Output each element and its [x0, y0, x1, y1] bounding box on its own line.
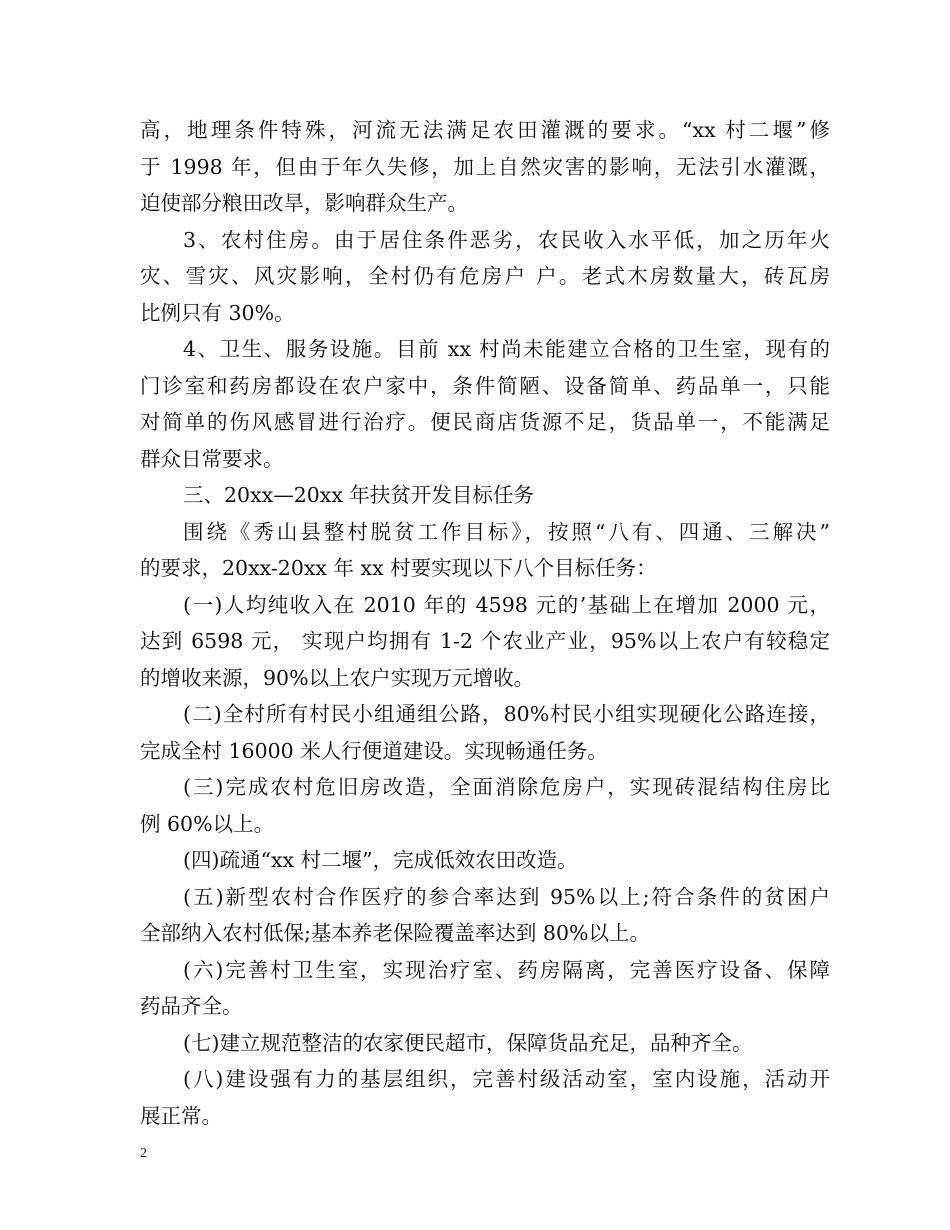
- text-line: 完成全村 16000 米人行便道建设。实现畅通任务。: [140, 738, 608, 763]
- text-line: (二)全村所有村民小组通组公路，80%村民小组实现硬化公路连接，: [183, 702, 830, 726]
- text-line: 3、农村住房。由于居住条件恶劣，农民收入水平低，加之历年火: [183, 227, 830, 252]
- text-line: (三)完成农村危旧房改造，全面消除危房户，实现砖混结构住房比: [183, 775, 830, 799]
- text-line: 全部纳入农村低保;基本养老保险覆盖率达到 80%以上。: [140, 921, 650, 945]
- text-line: 展正常。: [140, 1103, 222, 1128]
- text-line: 比例只有 30%。: [140, 300, 295, 325]
- text-line: 例 60%以上。: [140, 811, 275, 836]
- text-line: 门诊室和药房都设在农户家中，条件简陋、设备简单、药品单一，只能: [140, 373, 830, 398]
- text-line: 迫使部分粮田改旱，影响群众生产。: [140, 191, 468, 215]
- text-line: (五)新型农村合作医疗的参合率达到 95%以上;符合条件的贫困户: [183, 884, 830, 909]
- text-line: 三、20xx—20xx 年扶贫开发目标任务: [183, 483, 534, 507]
- text-line: (七)建立规范整洁的农家便民超市，保障货品充足，品种齐全。: [183, 1030, 753, 1055]
- text-line: 围绕《秀山县整村脱贫工作目标》，按照“八有、四通、三解决”: [183, 519, 830, 544]
- text-line: 的增收来源，90%以上农户实现万元增收。: [140, 665, 535, 690]
- document-body: [140, 112, 830, 1134]
- page-number: 2: [140, 1146, 147, 1161]
- text-line: (一)人均纯收入在 2010 年的 4598 元的’基础上在增加 2000 元，: [183, 592, 830, 617]
- text-line: 药品齐全。: [140, 994, 243, 1018]
- text-line: 4、卫生、服务设施。目前 xx 村尚未能建立合格的卫生室，现有的: [183, 337, 830, 361]
- text-line: (四)疏通“xx 村二堰”，完成低效农田改造。: [183, 848, 578, 872]
- text-line: (六)完善村卫生室，实现治疗室、药房隔离，完善医疗设备、保障: [183, 957, 830, 982]
- text-line: 对简单的伤风感冒进行治疗。便民商店货源不足，货品单一，不能满足: [140, 410, 830, 434]
- text-line: (八)建设强有力的基层组织，完善村级活动室，室内设施，活动开: [183, 1067, 830, 1091]
- text-line: 高，地理条件特殊，河流无法满足农田灌溉的要求。“xx 村二堰”修: [140, 118, 830, 142]
- text-line: 灾、雪灾、风灾影响，全村仍有危房户 户。老式木房数量大，砖瓦房: [140, 264, 830, 288]
- text-line: 达到 6598 元， 实现户均拥有 1-2 个农业产业，95%以上农户有较稳定: [140, 629, 830, 653]
- text-line: 于 1998 年，但由于年久失修，加上自然灾害的影响，无法引水灌溉，: [140, 154, 830, 179]
- text-line: 的要求，20xx-20xx 年 xx 村要实现以下八个目标任务：: [140, 556, 657, 580]
- text-line: 群众日常要求。: [140, 446, 284, 471]
